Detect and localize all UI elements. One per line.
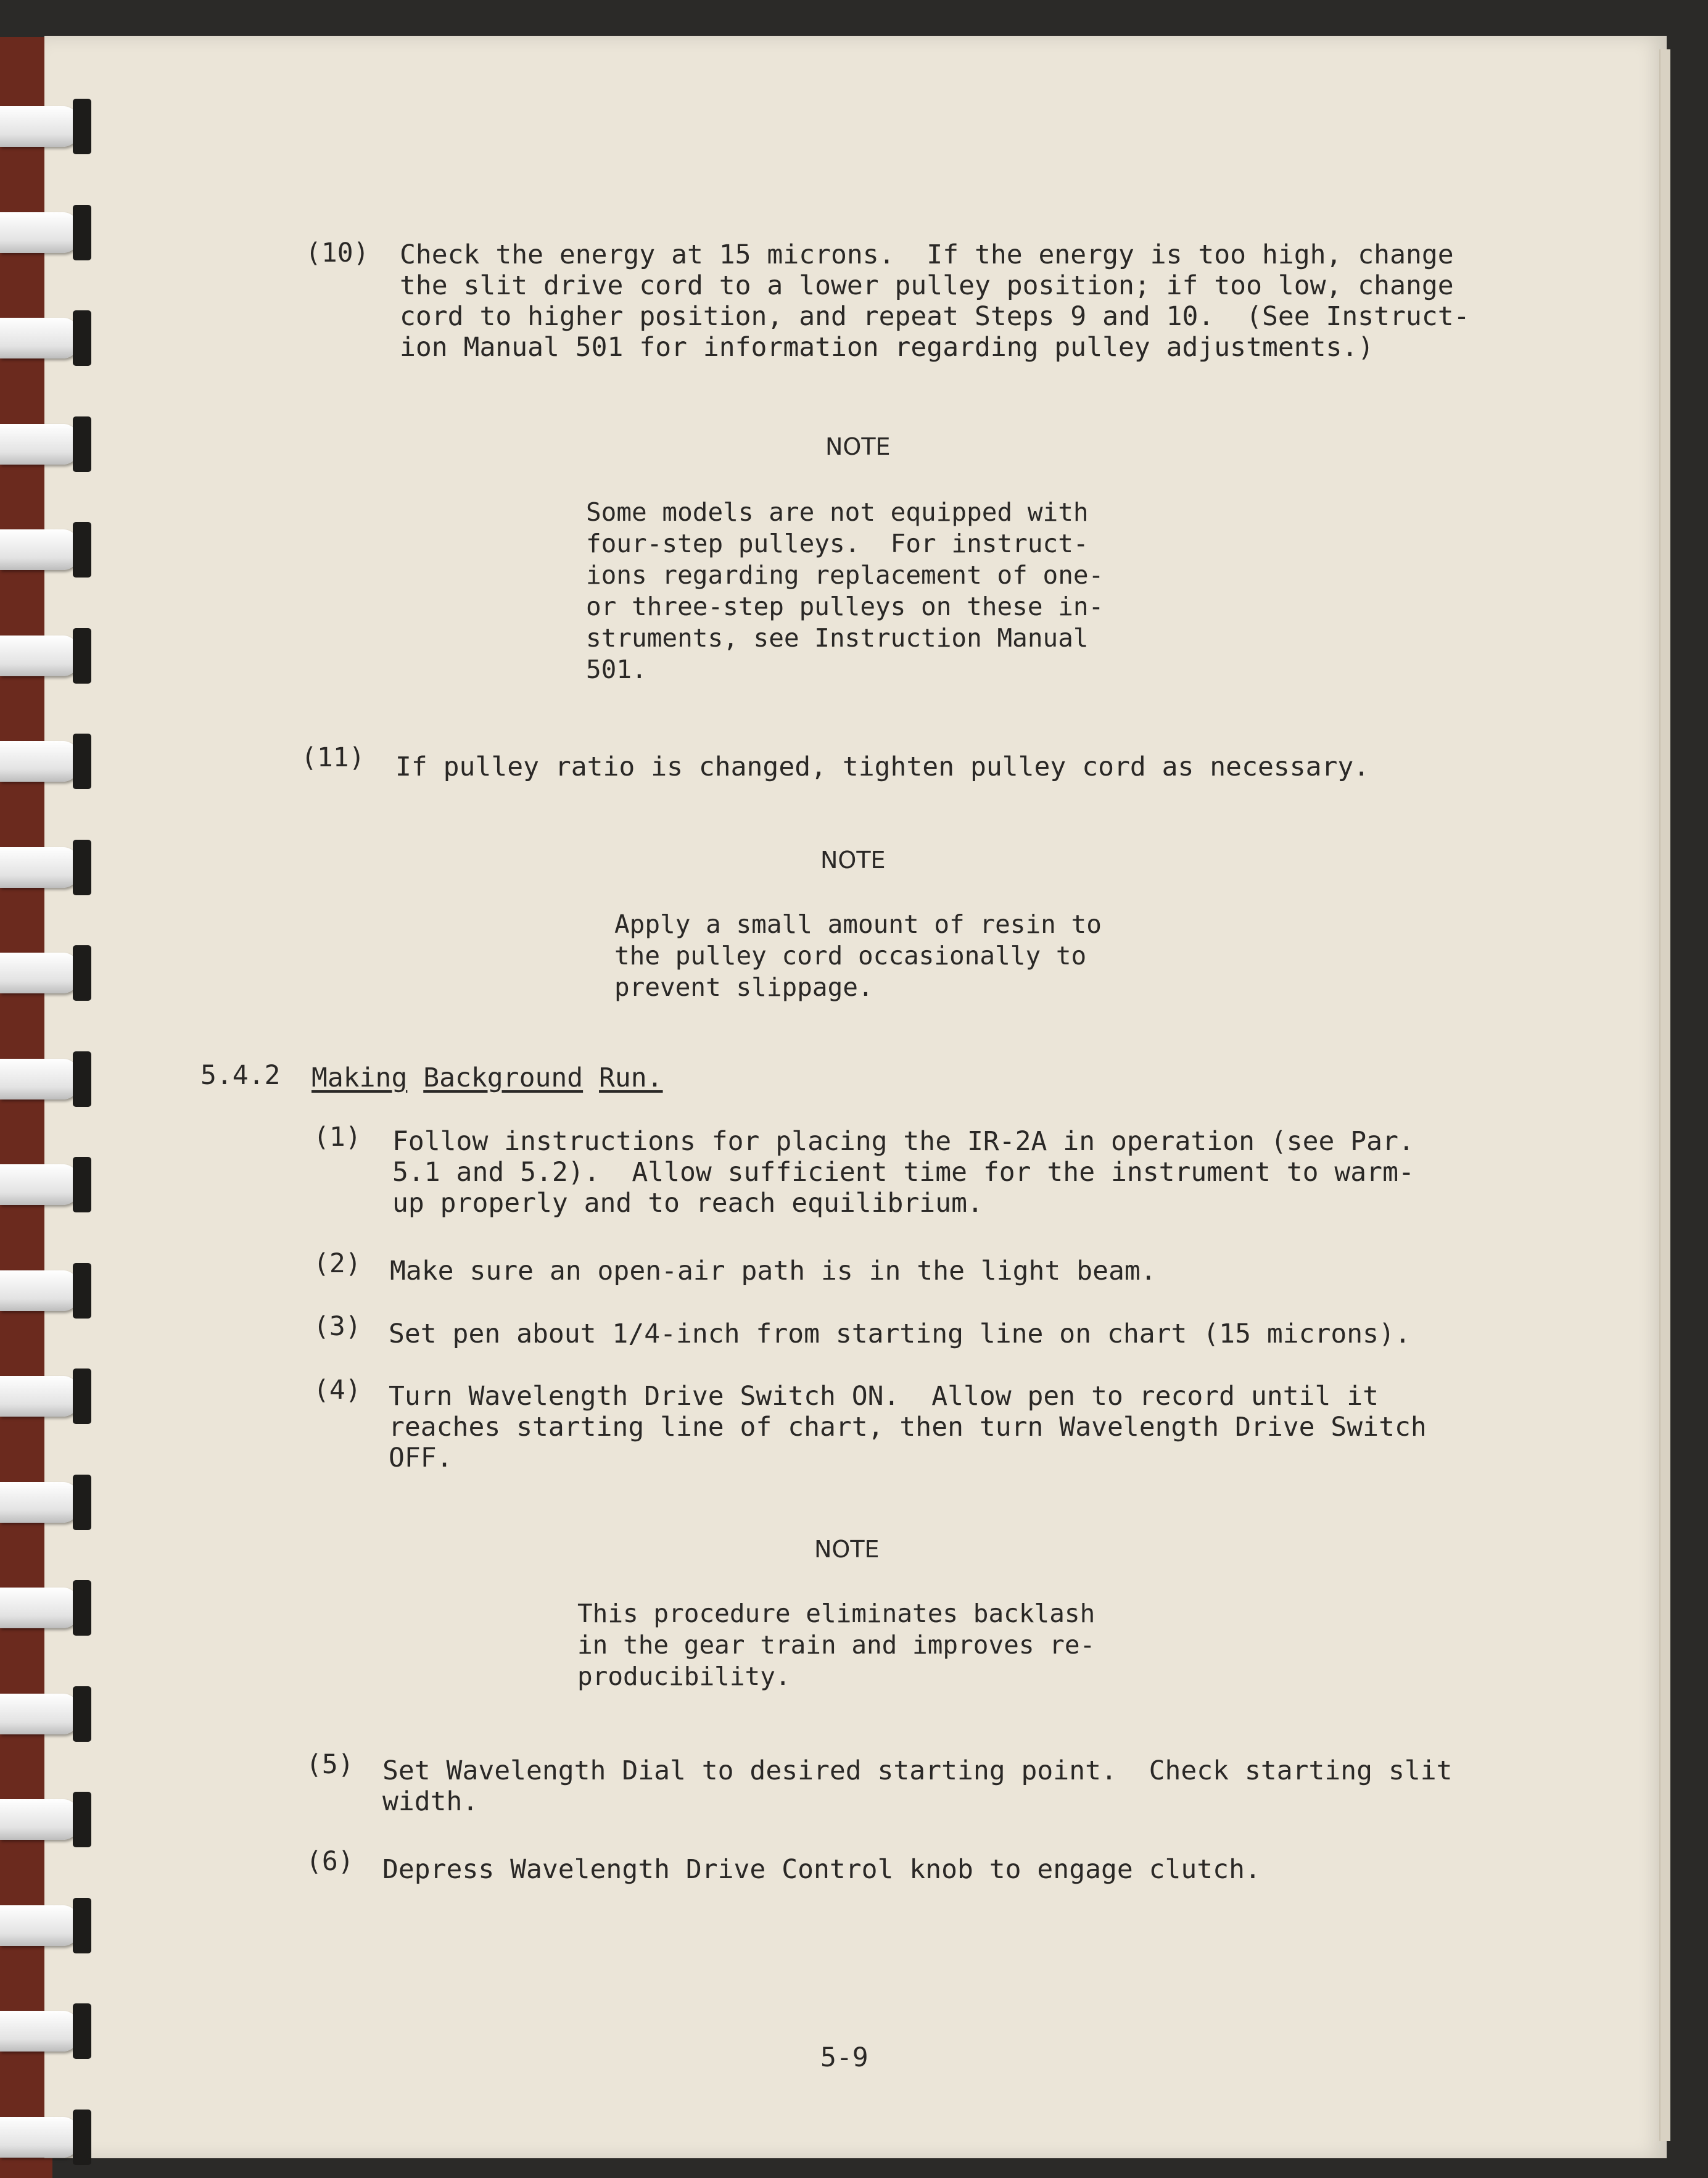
binding-ring-loop: [0, 1376, 79, 1417]
section-title-word: Background: [423, 1062, 584, 1093]
binding-ring-loop: [0, 1694, 79, 1734]
binding-ring-clip: [73, 1051, 91, 1107]
binding-ring-loop: [0, 636, 79, 676]
step-number: (6): [306, 1846, 354, 1877]
binding-ring-clip: [73, 1368, 91, 1424]
page-number: 5-9: [820, 2042, 868, 2073]
section-title: [311, 1062, 663, 1093]
note-line: prevent slippage.: [614, 972, 873, 1002]
binding-ring: [0, 2003, 99, 2059]
binding-ring: [0, 1263, 99, 1319]
binding-ring-loop: [0, 424, 79, 465]
binding-ring-clip: [73, 1475, 91, 1530]
binding-ring-loop: [0, 741, 79, 782]
note-line: 501.: [586, 655, 647, 684]
binding-ring-clip: [73, 1686, 91, 1742]
binding-ring: [0, 310, 99, 366]
step-text-line: cord to higher position, and repeat Steps 9 and 10. (See Instruct-: [400, 301, 1470, 332]
binding-ring-loop: [0, 1905, 79, 1946]
step-text-line: Turn Wavelength Drive Switch ON. Allow pen to record until it: [389, 1381, 1379, 1412]
binding-ring-clip: [73, 734, 91, 789]
note-line: This procedure eliminates backlash: [577, 1599, 1095, 1628]
note-line: struments, see Instruction Manual: [586, 623, 1089, 653]
step-number: (2): [313, 1248, 361, 1279]
binding-ring-clip: [73, 522, 91, 578]
note-heading: NOTE: [820, 847, 886, 874]
binding-ring-clip: [73, 99, 91, 154]
binding-ring: [0, 416, 99, 472]
note-line: producibility.: [577, 1662, 791, 1691]
binding-ring-clip: [73, 628, 91, 684]
binding-ring-loop: [0, 847, 79, 888]
note-line: in the gear train and improves re-: [577, 1630, 1095, 1660]
note-line: four-step pulleys. For instruct-: [586, 529, 1089, 558]
step-text-line: Set pen about 1/4-inch from starting line on chart (15 microns).: [389, 1319, 1411, 1349]
binding-ring: [0, 1051, 99, 1107]
binding-ring: [0, 840, 99, 895]
note-heading: NOTE: [814, 1536, 880, 1563]
binding-ring-loop: [0, 1588, 79, 1628]
step-number: (5): [306, 1749, 354, 1780]
binding-ring: [0, 1368, 99, 1424]
binding-ring-clip: [73, 840, 91, 895]
binding-ring: [0, 1475, 99, 1530]
binding-ring-clip: [73, 945, 91, 1001]
binding-ring-loop: [0, 106, 79, 147]
binding-ring-loop: [0, 1270, 79, 1311]
step-text-line: up properly and to reach equilibrium.: [392, 1188, 983, 1219]
binding-ring: [0, 945, 99, 1001]
binding-ring: [0, 2110, 99, 2165]
step-text-line: 5.1 and 5.2). Allow sufficient time for the instrument to warm-: [392, 1157, 1414, 1188]
step-text-line: Depress Wavelength Drive Control knob to engage clutch.: [382, 1854, 1261, 1885]
binding-ring: [0, 522, 99, 578]
binding-ring: [0, 1792, 99, 1847]
note-line: Some models are not equipped with: [586, 497, 1089, 527]
step-text-line: reaches starting line of chart, then turn Wavelength Drive Switch: [389, 1412, 1427, 1443]
binding-ring-loop: [0, 1059, 79, 1099]
section-number: 5.4.2: [200, 1060, 281, 1091]
note-line: ions regarding replacement of one-: [586, 560, 1104, 590]
binding-ring-clip: [73, 416, 91, 472]
section-title-word: Making: [311, 1062, 408, 1093]
binding-ring-clip: [73, 2110, 91, 2165]
binding-ring: [0, 1898, 99, 1953]
binding-ring-clip: [73, 310, 91, 366]
step-text-line: Follow instructions for placing the IR-2A in operation (see Par.: [392, 1126, 1414, 1157]
binding-ring-clip: [73, 1792, 91, 1847]
step-text-line: If pulley ratio is changed, tighten pulley cord as necessary.: [395, 752, 1370, 782]
note-heading: NOTE: [825, 433, 891, 460]
binding-ring: [0, 734, 99, 789]
binding-ring-loop: [0, 953, 79, 993]
binding-ring-clip: [73, 2003, 91, 2059]
step-text-line: the slit drive cord to a lower pulley position; if too low, change: [400, 270, 1454, 301]
step-text-line: OFF.: [389, 1443, 453, 1473]
step-text-line: ion Manual 501 for information regarding pulley adjustments.): [400, 332, 1374, 363]
binding-ring-loop: [0, 1799, 79, 1840]
binding-ring-clip: [73, 1263, 91, 1319]
binding-ring: [0, 1580, 99, 1636]
section-title-word: Run.: [599, 1062, 663, 1093]
binding-ring-loop: [0, 529, 79, 570]
binding-ring: [0, 1686, 99, 1742]
step-text-line: Make sure an open-air path is in the light beam.: [390, 1256, 1157, 1286]
binding-ring-clip: [73, 205, 91, 260]
step-number: (3): [313, 1311, 361, 1342]
binding-ring: [0, 99, 99, 154]
binding-ring-clip: [73, 1580, 91, 1636]
binding-ring-clip: [73, 1157, 91, 1212]
binding-ring-loop: [0, 2117, 79, 2158]
step-text-line: Set Wavelength Dial to desired starting point. Check starting slit: [382, 1755, 1453, 1786]
binding-ring-loop: [0, 2011, 79, 2052]
binding-ring-clip: [73, 1898, 91, 1953]
binding-ring: [0, 628, 99, 684]
binding-ring: [0, 205, 99, 260]
note-line: Apply a small amount of resin to: [614, 909, 1102, 939]
binding-ring-loop: [0, 212, 79, 253]
binding-ring-loop: [0, 318, 79, 358]
binding-ring-loop: [0, 1164, 79, 1205]
note-line: or three-step pulleys on these in-: [586, 592, 1104, 621]
note-line: the pulley cord occasionally to: [614, 941, 1087, 971]
step-number: (10): [305, 238, 369, 268]
step-number: (4): [313, 1375, 361, 1406]
step-number: (11): [301, 742, 365, 773]
step-number: (1): [313, 1122, 361, 1153]
step-text-line: width.: [382, 1786, 479, 1817]
page-stack-edge: [1659, 49, 1670, 2141]
step-text-line: Check the energy at 15 microns. If the energy is too high, change: [400, 239, 1454, 270]
binding-ring: [0, 1157, 99, 1212]
binding-ring-loop: [0, 1482, 79, 1523]
